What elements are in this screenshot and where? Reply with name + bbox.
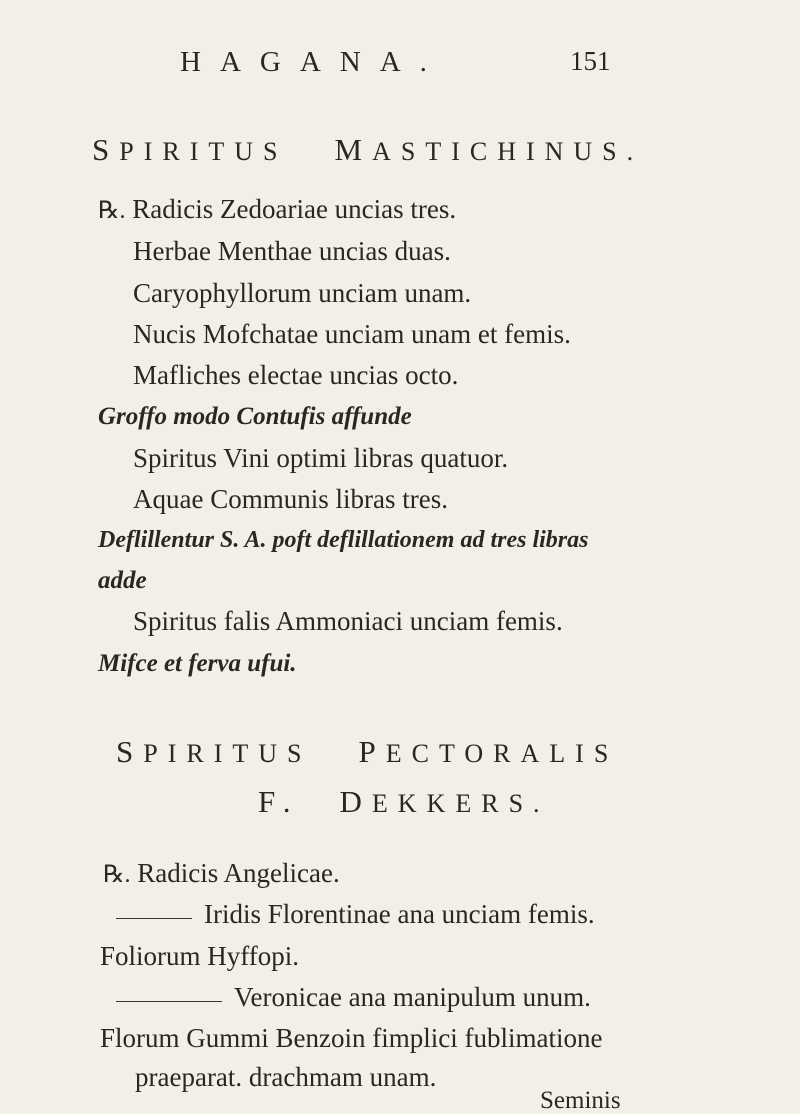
recipe-instruction: adde bbox=[98, 567, 147, 594]
heading-initial: P bbox=[358, 734, 386, 769]
heading-word: PIRITUS bbox=[143, 739, 312, 768]
recipe-symbol: ℞. bbox=[103, 862, 131, 888]
recipe-line: Florum Gummi Benzoin fimplici fublimatione bbox=[100, 1023, 603, 1053]
heading-word: PIRITUS bbox=[119, 137, 288, 166]
page-number: 151 bbox=[570, 46, 611, 76]
recipe-line-text: Radicis Zedoariae uncias tres. bbox=[132, 194, 457, 224]
recipe-symbol: ℞. bbox=[98, 198, 126, 224]
recipe-line bbox=[103, 860, 340, 887]
section-author bbox=[258, 784, 550, 820]
catchword: Seminis bbox=[540, 1087, 621, 1114]
heading-initial: S bbox=[92, 132, 120, 167]
recipe-line-text: Radicis Angelicae. bbox=[137, 858, 340, 888]
ditto-dash bbox=[116, 918, 192, 919]
author-name: EKKERS. bbox=[371, 789, 550, 818]
recipe-line-text: Veronicae ana manipulum unum. bbox=[234, 982, 591, 1012]
recipe-instruction: Mifce et ferva ufui. bbox=[98, 650, 297, 677]
section-heading-spiritus-pectoralis bbox=[116, 734, 618, 770]
running-title: HAGANA. bbox=[180, 46, 446, 78]
recipe-line bbox=[116, 901, 595, 928]
recipe-line-text: Iridis Florentinae ana unciam femis. bbox=[204, 899, 595, 929]
heading-word: ECTORALIS bbox=[385, 739, 619, 768]
recipe-line: Aquae Communis libras tres. bbox=[133, 484, 448, 514]
recipe-line: Spiritus Vini optimi libras quatuor. bbox=[133, 443, 509, 473]
recipe-line: Foliorum Hyffopi. bbox=[100, 941, 300, 971]
ditto-dash bbox=[116, 1001, 222, 1002]
recipe-instruction: Deflillentur S. A. poft deflillationem ad tres libras bbox=[98, 527, 589, 553]
recipe-line: Nucis Mofchatae unciam unam et femis. bbox=[133, 319, 571, 349]
recipe-instruction: Groffo modo Contufis affunde bbox=[98, 403, 412, 430]
recipe-line: Mafliches electae uncias octo. bbox=[133, 360, 459, 390]
author-initial: F. bbox=[258, 784, 301, 819]
recipe-line: Spiritus falis Ammoniaci unciam femis. bbox=[133, 606, 563, 636]
recipe-line: praeparat. drachmam unam. bbox=[135, 1062, 437, 1092]
recipe-line: Caryophyllorum unciam unam. bbox=[133, 278, 472, 308]
section-heading-spiritus-mastichinus bbox=[92, 132, 643, 168]
recipe-line bbox=[116, 984, 591, 1011]
heading-initial: S bbox=[116, 734, 144, 769]
recipe-line bbox=[98, 196, 456, 223]
heading-word: ASTICHINUS. bbox=[372, 137, 644, 166]
heading-initial: M bbox=[334, 132, 373, 167]
author-initial: D bbox=[339, 784, 372, 819]
recipe-line: Herbae Menthae uncias duas. bbox=[133, 236, 451, 266]
